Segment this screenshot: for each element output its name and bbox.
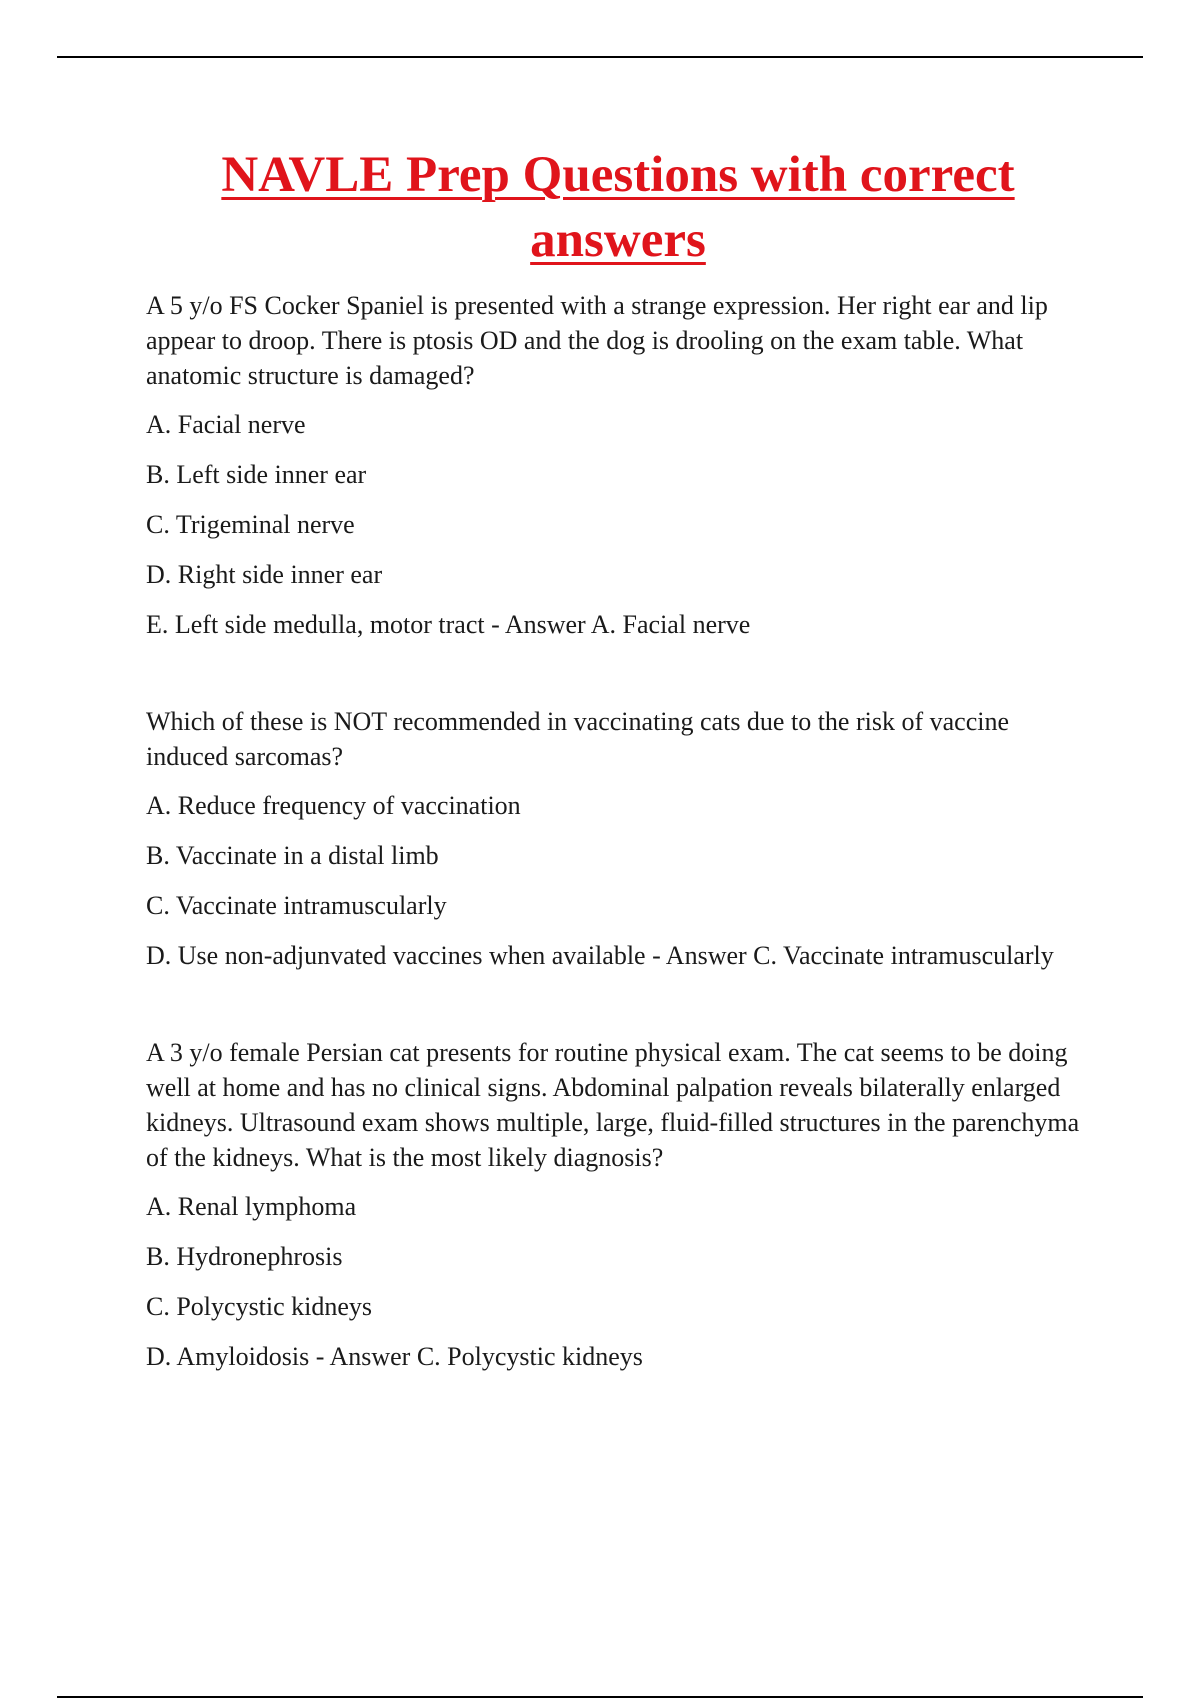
answer-option-with-answer: E. Left side medulla, motor tract - Answer A. Facial nerve (146, 610, 751, 639)
header-rule (57, 56, 1143, 58)
document-body (146, 288, 1091, 1389)
answer-option: D. Right side inner ear (146, 560, 383, 589)
footer-rule (57, 1696, 1143, 1698)
question-2 (146, 704, 1091, 973)
answer-option-with-answer: D. Use non-adjunvated vaccines when available - Answer C. Vaccinate intramuscularly (146, 941, 1054, 970)
answer-option: A. Reduce frequency of vaccination (146, 791, 521, 820)
answer-option-with-answer: D. Amyloidosis - Answer C. Polycystic kidneys (146, 1342, 643, 1371)
question-text: A 5 y/o FS Cocker Spaniel is presented with a strange expression. Her right ear and lip appear to droop. There is ptosis OD and the dog is drooling on the exam table. What anatomic structure is damaged? (146, 291, 1048, 390)
answer-option: A. Facial nerve (146, 410, 306, 439)
answer-option: B. Vaccinate in a distal limb (146, 841, 439, 870)
page-title: NAVLE Prep Questions with correct answers (221, 147, 1015, 268)
question-1 (146, 288, 1091, 642)
question-3 (146, 1035, 1091, 1374)
answer-option: B. Left side inner ear (146, 460, 367, 489)
answer-option: C. Trigeminal nerve (146, 510, 355, 539)
answer-option: C. Polycystic kidneys (146, 1292, 373, 1321)
answer-option: B. Hydronephrosis (146, 1242, 343, 1271)
question-text: Which of these is NOT recommended in vaccinating cats due to the risk of vaccine induced sarcomas? (146, 707, 1010, 771)
answer-option: A. Renal lymphoma (146, 1192, 357, 1221)
answer-option: C. Vaccinate intramuscularly (146, 891, 447, 920)
question-text: A 3 y/o female Persian cat presents for routine physical exam. The cat seems to be doing well at home and has no clinical signs. Abdominal palpation reveals bilaterally enlarged kidneys. Ultrasound exam shows multiple, large, fluid-filled structures in the parenchyma of the kidneys. What is the most likely diagnosis? (146, 1038, 1080, 1172)
